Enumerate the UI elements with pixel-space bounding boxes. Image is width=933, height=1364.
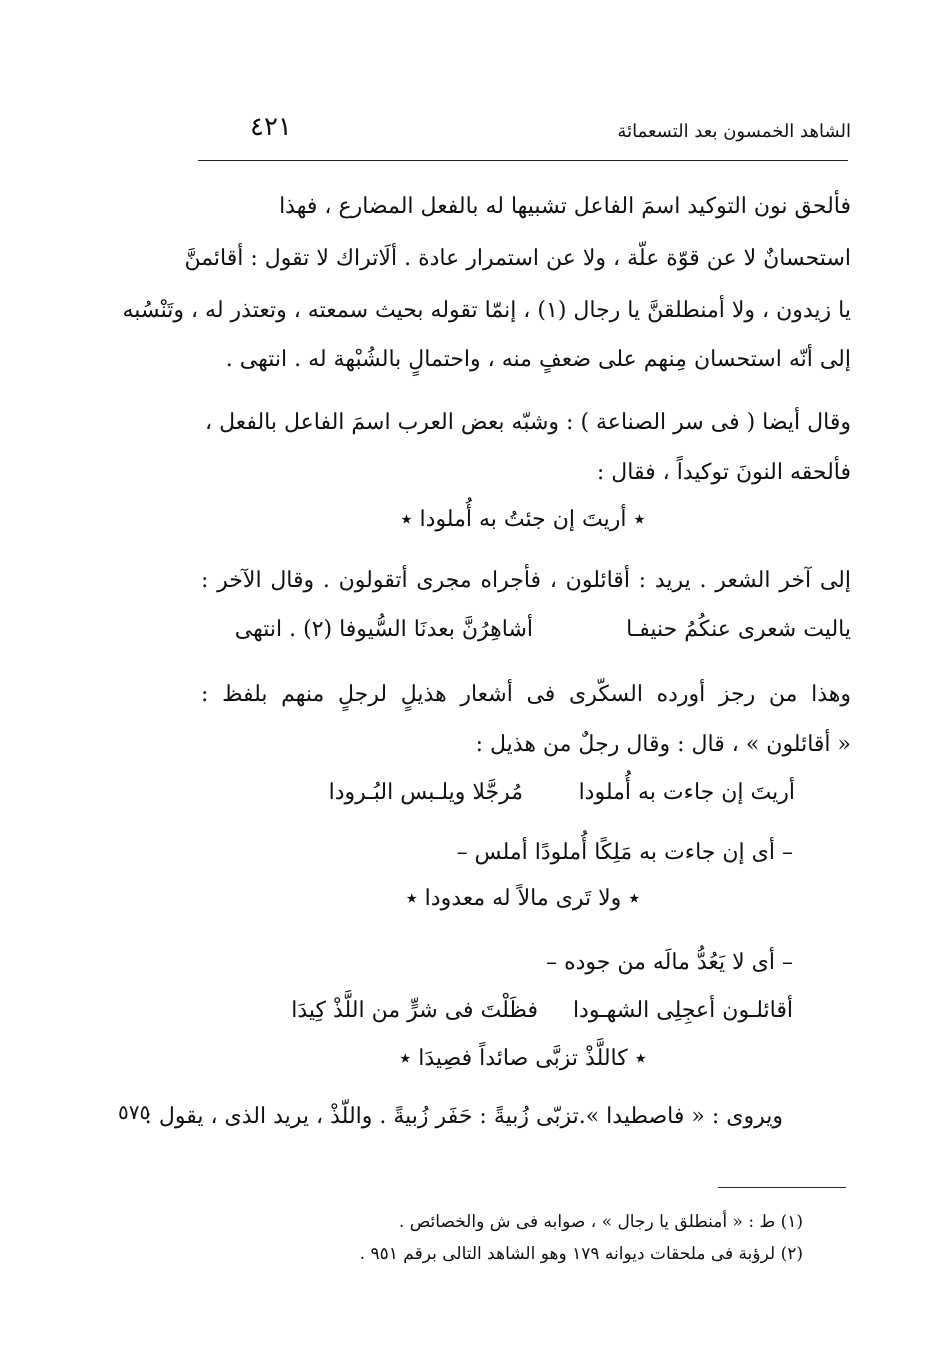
paragraph-5: ويروى : « فاصطيدا ».تزبّى زُبيةً : حَفَر زُبيةً . واللّذْ ، يريد الذى ، يقول : bbox=[144, 1104, 783, 1129]
footnote-1: (١) ط : « أمنطلق يا رجال » ، صوابه فى ش والخصائص . bbox=[398, 1212, 803, 1232]
paragraph-3: إلى آخر الشعر . يريد : أقائلون ، فأجراه مجرى أتقولون . وقال الآخر : bbox=[201, 568, 851, 593]
paragraph-1-line-1: فألحق نون التوكيد اسمَ الفاعل تشبيها له بالفعل المضارع ، فهذا bbox=[279, 194, 851, 219]
header-rule bbox=[198, 160, 848, 161]
verse-2-first-hemistich: ياليت شعرى عنكُمُ حنيفـا bbox=[626, 617, 851, 642]
footnote-rule bbox=[718, 1187, 846, 1188]
paragraph-1-line-4: إلى أنّه استحسان مِنهم على ضعفٍ منه ، واحتمالٍ بالشُبْهة له . انتهى . bbox=[225, 347, 851, 372]
paragraph-1-line-3: يا زيدون ، ولا أمنطلقنَّ يا رجال (١) ، إنمّا تقوله بحيث سمعته ، وتعتذر له ، وتَنْسُبه bbox=[122, 298, 851, 323]
verse-3-second-hemistich: مُرجَّلا ويلـبس البُـرودا bbox=[328, 780, 523, 805]
running-title: الشاهد الخمسون بعد التسعمائة bbox=[617, 121, 851, 142]
verse-1: ٭ أريتَ إن جئتُ به أُملودا ٭ bbox=[400, 507, 646, 532]
paragraph-4-line-1: وهذا من رجز أورده السكّرى فى أشعار هذيلٍ لرجلٍ منهم بلفظ : bbox=[201, 682, 851, 707]
verse-5-second-hemistich: فظَلْتَ فى شرٍّ من اللَّذْ كِيدَا bbox=[291, 998, 538, 1023]
verse-2-second-hemistich: أشاهِرُنَّ بعدنَا السُّيوفا (٢) . انتهى bbox=[234, 617, 533, 642]
gloss-1: – أى إن جاءت به مَلِكًا أُملودًا أملس – bbox=[456, 840, 793, 865]
paragraph-4-line-2: « أقائلون » ، قال : وقال رجلٌ من هذيل : bbox=[475, 732, 851, 757]
verse-4: ٭ ولا تَرى مالاً له معدودا ٭ bbox=[405, 886, 641, 911]
paragraph-2-line-2: فألحقه النونَ توكيداً ، فقال : bbox=[596, 460, 851, 485]
margin-reference-number: ٥٧٥ bbox=[118, 1100, 151, 1124]
gloss-2: – أى لا يَعُدُّ مالَه من جوده – bbox=[546, 950, 793, 975]
paragraph-1-line-2: استحسانٌ لا عن قوّة علّة ، ولا عن استمرار عادة . ألَاتراك لا تقول : أقائمنَّ bbox=[184, 246, 851, 271]
verse-6: ٭ كاللَّذْ تزبَّى صائداً فصِيدَا ٭ bbox=[399, 1046, 647, 1071]
page-number: ٤٢١ bbox=[250, 112, 292, 142]
footnote-2: (٢) لرؤبة فى ملحقات ديوانه ١٧٩ وهو الشاهد التالى برقم ٩٥١ . bbox=[359, 1244, 803, 1264]
verse-3-first-hemistich: أريتَ إن جاءت به أُملودا bbox=[578, 780, 795, 805]
verse-5-first-hemistich: أقائلـون أعجِلِى الشهـودا bbox=[572, 998, 793, 1023]
paragraph-2-line-1: وقال أيضا ( فى سر الصناعة ) : وشبّه بعض العرب اسمَ الفاعل بالفعل ، bbox=[204, 410, 851, 435]
